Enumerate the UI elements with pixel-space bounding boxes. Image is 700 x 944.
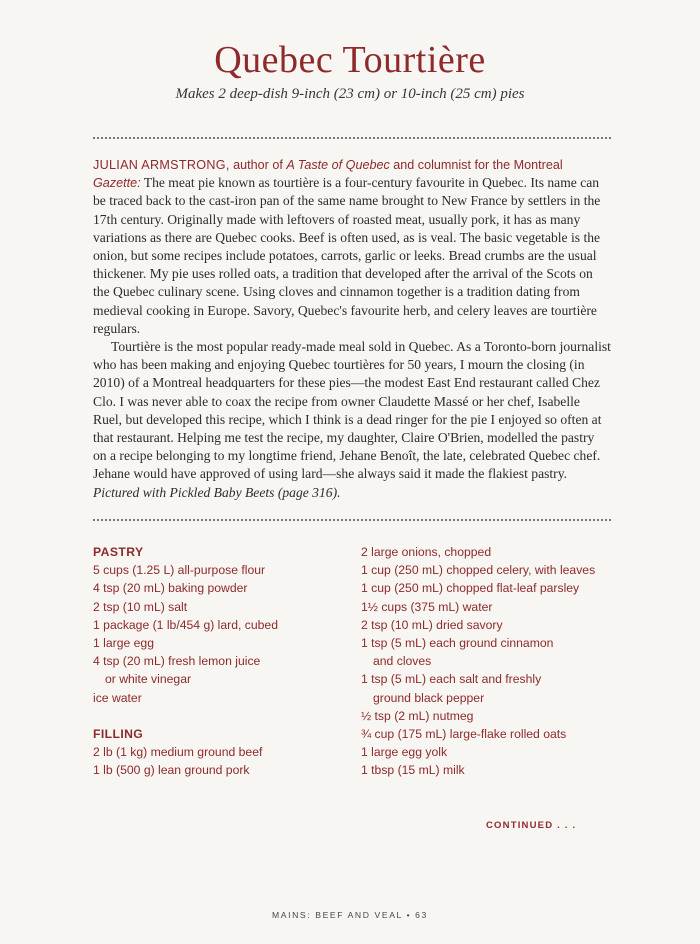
ingredient-item: 2 large onions, chopped [361,545,492,559]
ingredient-item-continuation: or white vinegar [105,672,192,687]
ingredient-item-continuation: ground black pepper [373,690,485,705]
author-text-2: and columnist for the Montreal [389,158,563,172]
intro-paragraph-1 [93,156,611,338]
dotted-divider-top [93,137,611,139]
ingredient-item: 2 tsp (10 mL) salt [93,599,188,614]
ingredient-item: 4 tsp (20 mL) baking powder [93,581,248,596]
pictured-with: Pictured with Pickled Baby Beets (page 316). [93,484,341,500]
dotted-divider-bottom [93,519,611,521]
intro-text [93,156,611,502]
paragraph-2-body: Tourtière is the most popular ready-made meal sold in Quebec. As a Toronto-born journalist who has been making and enjoying Quebec tourtières for 50 years, I mourn the closing (in 2010) of a Montreal headquarters for these pies—the modest East End restaurant called Chez Clo. I was never able to coax the recipe from owner Claudette Massé or her chef, Isabelle Ruel, but developed this recipe, which I think is a dead ringer for the pie I enjoyed so often at that restaurant. Helping me test the recipe, my daughter, Claire O'Brien, modelled the pastry on a recipe belonging to my longtime friend, Jehane Benoît, the late, celebrated Quebec chef. Jehane would have approved of using lard—she always said it made the flakiest pastry. [93,339,611,482]
newspaper-name: Gazette: [93,176,141,191]
ingredient-item: 1 large egg [93,636,154,651]
ingredient-item: ½ tsp (2 mL) nutmeg [361,708,474,723]
ingredient-item: ice water [93,690,142,705]
ingredient-item: 2 tsp (10 mL) dried savory [361,617,503,632]
ingredient-item: 1 lb (500 g) lean ground pork [93,763,250,778]
ingredient-item: 1 tsp (5 mL) each salt and freshly [361,672,542,687]
book-title: A Taste of Quebec [286,158,390,172]
filling-heading: FILLING [93,727,144,742]
ingredient-item: 1 tsp (5 mL) each ground cinnamon [361,636,554,651]
page-footer: MAINS: BEEF AND VEAL • 63 [272,910,428,920]
continued-marker: CONTINUED . . . [486,820,577,831]
recipe-yield: Makes 2 deep-dish 9-inch (23 cm) or 10-inch (25 cm) pies [175,86,525,102]
ingredients-right-column [361,543,611,780]
intro-paragraph-2 [93,338,611,502]
ingredient-item: 5 cups (1.25 L) all-purpose flour [93,563,266,578]
ingredient-item: 1 tbsp (15 mL) milk [361,763,465,778]
ingredient-item: 1 cup (250 mL) chopped flat-leaf parsley [361,581,580,596]
ingredient-item: 1 cup (250 mL) chopped celery, with leaves [361,563,596,578]
pastry-heading: PASTRY [93,545,144,559]
section-gap [93,707,343,725]
author-name: JULIAN ARMSTRONG, [93,158,230,172]
ingredient-item-continuation: and cloves [373,654,432,669]
ingredient-item: 1 package (1 lb/454 g) lard, cubed [93,617,278,632]
ingredient-item: 2 lb (1 kg) medium ground beef [93,745,263,760]
ingredients-left-column [93,543,343,780]
author-text-1: author of [229,158,287,172]
ingredient-item: ¾ cup (175 mL) large-flake rolled oats [361,727,567,742]
paragraph-1-body: The meat pie known as tourtière is a four-century favourite in Quebec. Its name can be traced back to the cast-iron pan of the same name brought to New France by settlers in the 17th century. Originally made with leftovers of roasted meat, usually pork, it has as many variations as there are Quebec cooks. Beef is often used, as is veal. The basic vegetable is the onion, but some recipes include potatoes, carrots, garlic or leeks. Bread crumbs are the usual thickener. My pie uses rolled oats, a tradition that developed after the arrival of the Scots on the Quebec culinary scene. Using cloves and cinnamon together is a tradition dating from medieval cooking in Europe. Savory, Quebec's favourite herb, and celery leaves are tourtière regulars. [93,175,601,336]
ingredient-item: 4 tsp (20 mL) fresh lemon juice [93,654,261,669]
recipe-title: Quebec Tourtière [214,39,486,81]
ingredient-item: 1 large egg yolk [361,745,448,760]
ingredient-item: 1½ cups (375 mL) water [361,599,493,614]
